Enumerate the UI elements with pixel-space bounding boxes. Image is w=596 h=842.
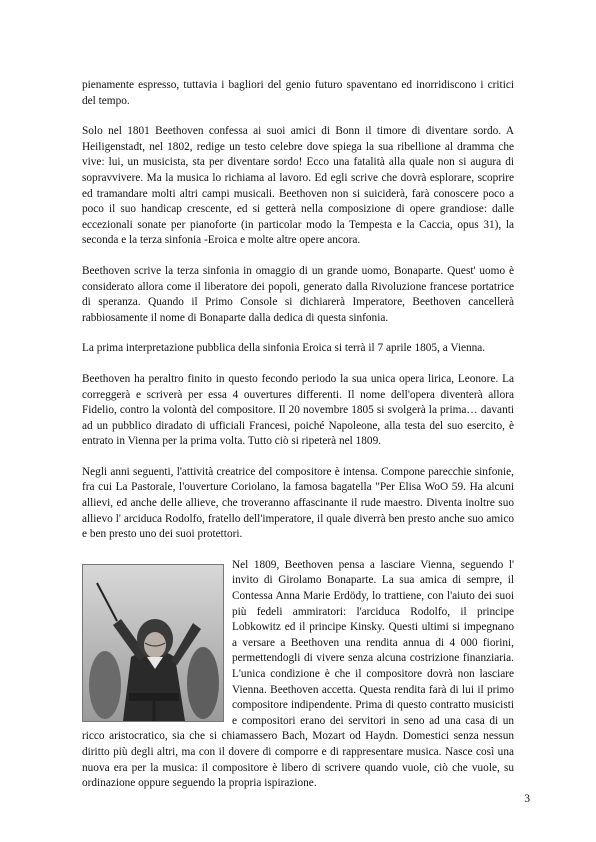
- paragraph: Solo nel 1801 Beethoven confessa ai suoi amici di Bonn il timore di diventare sordo. A Heiligenstadt, nel 1802, redige un testo celebre dove spiega la sua ribellione al dramma che vive: lui, un musicista, sta per diventare sordo! Ecco una fatalità alla quale non si augura di sopravvivere. Ma la musica lo richiama al lavoro. Ed egli scrive che dovrà esplorare, scoprire ed tramandare molti altri campi musicali. Beethoven non si suiciderà, farà conoscere poco a poco il suo handicap crescente, ed si getterà nella composizione di opere grandiose: dalle eccezionali sonate per pianoforte (in particolar modo la Tempesta e la Caccia, opus 31), la seconda e la terza sinfonia -Eroica e molte altre opere ancora.: [82, 125, 514, 247]
- paragraph: pienamente espresso, tuttavia i bagliori del genio futuro spaventano ed inorridiscono i critici del tempo.: [82, 79, 514, 107]
- page-number: 3: [524, 793, 530, 805]
- paragraph: Beethoven ha peraltro finito in questo fecondo periodo la sua unica opera lirica, Leonore. La correggerà e scriverà per essa 4 ouvertures differenti. Il nome dell'opera diventerà allora Fidelio, contro la volontà del compositore. Il 20 novembre 1805 si svolgerà la prima… davanti ad un pubblico diradato di ufficiali Francesi, poiché Napoleone, alla testa del suo esercito, è entrato in Vienna per la prima volta. Tutto ciò si ripeterà nel 1809.: [82, 372, 514, 448]
- document-body: [82, 78, 514, 807]
- beethoven-engraving-image: [83, 565, 223, 721]
- paragraph: La prima interpretazione pubblica della sinfonia Eroica si terrà il 7 aprile 1805, a Vienna.: [82, 342, 486, 355]
- paragraph: Beethoven scrive la terza sinfonia in omaggio di un grande uomo, Bonaparte. Quest' uomo è considerato allora come il liberatore dei popoli, generato dalla Rivoluzione francese portatrice di speranza. Quando il Primo Console si dichiarerà Imperatore, Beethoven cancellerà rabbiosamente il nome di Bonaparte dalla dedica di questa sinfonia.: [82, 264, 514, 324]
- beethoven-conducting-illustration: [82, 564, 224, 722]
- paragraph: Negli anni seguenti, l'attività creatrice del compositore è intensa. Compone parecchie sinfonie, fra cui La Pastorale, l'ouverture Coriolano, la famosa bagatella "Per Elisa WoO 59. Ha alcuni allievi, ed anche delle allieve, che troveranno affascinante il rude maestro. Diventa inoltre suo allievo l' arciduca Rodolfo, fratello dell'imperatore, il quale diverrà ben presto anche suo amico e ben presto uno dei suoi protettori.: [82, 465, 514, 541]
- paragraph-with-image: Nel 1809, Beethoven pensa a lasciare Vienna, seguendo l' invito di Girolamo Bonaparte. La sua amica di sempre, il Contessa Anna Marie Erdödy, lo trattiene, con l'aiuto dei suoi più fedeli ammiratori: l'arciduca Rodolfo, il principe Lobkowitz ed il principe Kinsky. Questi ultimi si impegnano a versare a Beethoven una rendita annua di 4 000 fiorini, permettendogli di vivere senza alcuna costrizione finanziaria. L'unica condizione è che il compositore dovrà non lasciare Vienna. Beethoven accetta. Questa rendita farà di lui il primo compositore indipendente. Prima di questo contratto musicisti e compositori erano dei servitori in seno ad una casa di un ricco aristocratico, sia che si chiamassero Bach, Mozart od Haydn. Domestici senza nessun diritto più degli altri, ma con il dovere di comporre e di rappresentare musica. Nasce così una nuova era per la musica: il compositore è libero di scrivere quando vuole, ciò che vuole, su ordinazione oppure seguendo la propria ispirazione.: [82, 558, 514, 790]
